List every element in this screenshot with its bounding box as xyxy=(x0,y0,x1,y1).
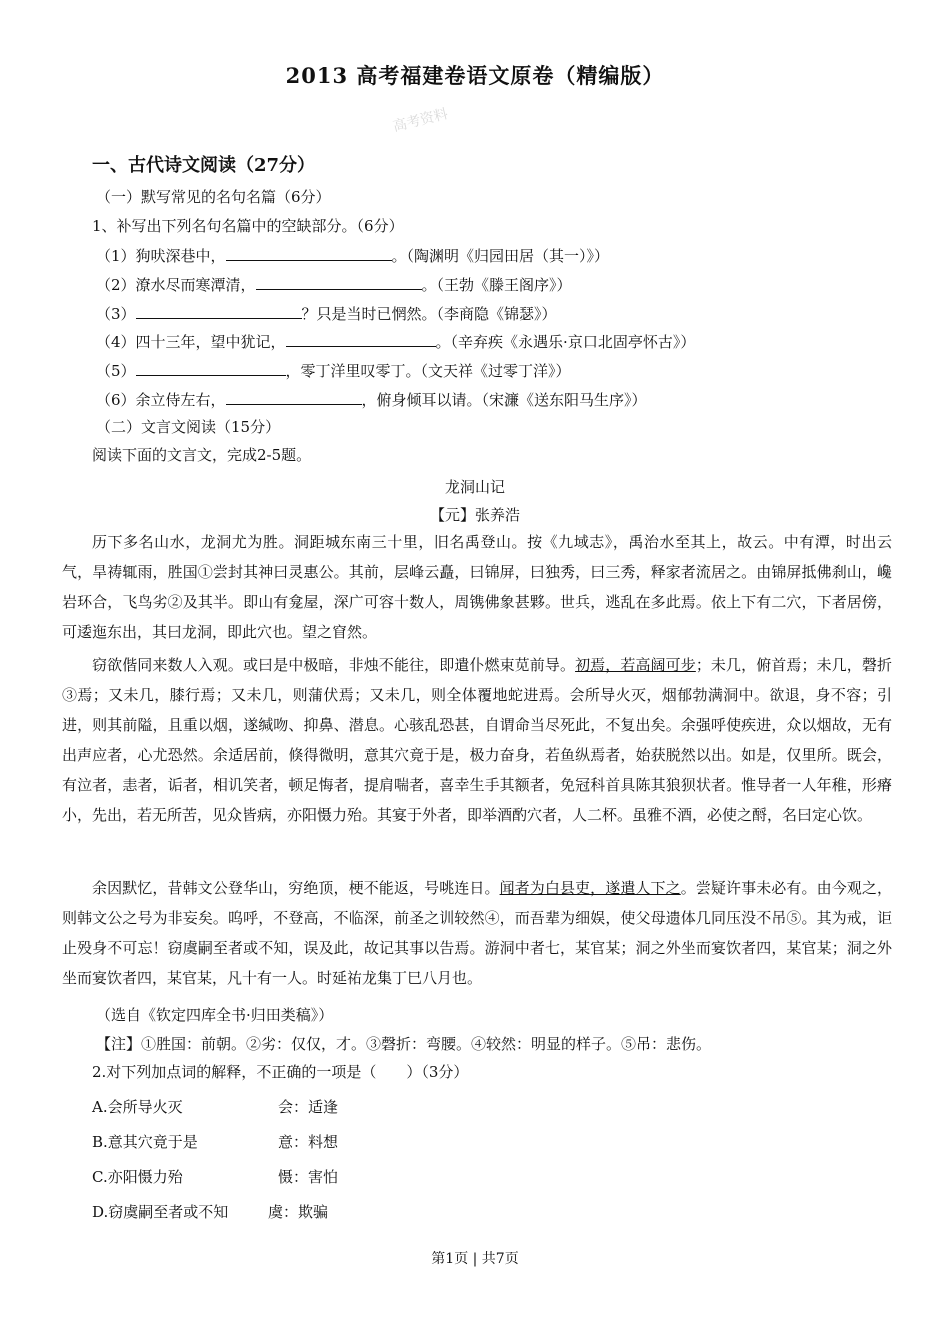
source-citation: （选自《钦定四库全书·归田类稿》） xyxy=(96,1006,334,1024)
fill-item-2: （2）潦水尽而寒潭清， 。（王勃《滕王阁序》） xyxy=(96,276,572,294)
answer-blank[interactable] xyxy=(286,331,436,347)
fill-item-5: （5） ，零丁洋里叹零丁。（文天祥《过零丁洋》） xyxy=(96,362,571,380)
page-title: 2013 高考福建卷语文原卷（精编版） xyxy=(285,63,665,88)
option-a: A.会所导火灭 会：适逢 xyxy=(92,1098,339,1116)
answer-blank[interactable] xyxy=(256,274,422,290)
article-paragraph-2: 窃欲偕同来数人入观。或曰是中极暗，非烛不能往，即遣仆燃束苋前导。初焉，若高阔可步；未几，俯首焉；未几，磬折③焉；又未几，膝行焉；又未几，则蒲伏焉；又未几，则全体覆地蛇进焉。会所导火灭，烟郁勃满洞中。欲退，身不容；引进，则其前隘，且重以烟，遂缄吻、抑鼻、潜息。心骇乱恐甚，自谓命当尽死此，不复出矣。余强呼使疾进，众以烟故，无有出声应者，心尤恐然。余适居前，倏得微明，意其穴竟于是，极力奋身，若鱼纵焉者，始获脱然以出。如是，仅里所。既会，有泣者，恚者，诟者，相讥笑者，顿足悔者，提肩喘者，喜幸生手其额者，免冠科首具陈其狼狈状者。惟导者一人年稚，形瘠小，先出，若无所苦，见众皆病，亦阳慑力殆。其宴于外者，即举酒酌穴者，人二杯。虽雅不酒，必使之酹，名曰定心饮。 xyxy=(62,656,892,824)
article-paragraph-3: 余因默忆，昔韩文公登华山，穷绝顶，梗不能返，号咷连日。闻者为白县吏，遂遣人下之。尝疑许事未必有。由今观之，则韩文公之号为非妄矣。呜呼，不登高，不临深，前圣之训较然④，而吾辈为细娱，使父母遗体几同压没不吊⑤。其为戒，讵止殁身不可忘！窃虞嗣至者或不知，误及此，故记其事以告焉。游洞中者七，某官某；洞之外坐而宴饮者四，某官某；洞之外坐而宴饮者四，某官某，凡十有一人。时延祐龙集丁巳八月也。 xyxy=(62,879,892,987)
article-title: 龙洞山记 xyxy=(444,478,505,496)
page-footer: 第1页 | 共7页 xyxy=(431,1251,519,1267)
underlined-sentence: 闻者为白县吏，遂遣人下之 xyxy=(499,879,681,897)
fill-item-6: （6）余立侍左右， ，俯身倾耳以请。（宋濂《送东阳马生序》） xyxy=(96,391,647,409)
watermark: 高考资料 xyxy=(391,106,450,136)
option-c: C.亦阳慑力殆 慑：害怕 xyxy=(92,1168,339,1186)
subsection-heading: （一）默写常见的名句名篇（6分） xyxy=(96,188,331,206)
section-heading: 一、古代诗文阅读（27分） xyxy=(92,155,316,176)
question-1: 1、补写出下列名句名篇中的空缺部分。（6分） xyxy=(92,217,404,235)
fill-item-3: （3） ？只是当时已惘然。（李商隐《锦瑟》） xyxy=(96,305,557,323)
annotation-note: 【注】①胜国：前朝。②劣：仅仅，才。③磬折：弯腰。④较然：明显的样子。⑤吊：悲伤。 xyxy=(96,1035,712,1053)
answer-blank[interactable] xyxy=(136,360,286,376)
underlined-sentence: 初焉，若高阔可步 xyxy=(575,656,696,674)
article-paragraph-1: 历下多名山水，龙洞尤为胜。洞距城东南三十里，旧名禹登山。按《九域志》，禹治水至其上，故云。中有潭，时出云气，旱祷辄雨，胜国①尝封其神曰灵惠公。其前，层峰云矗，曰锦屏，曰独秀，曰三秀，释家者流居之。由锦屏抵佛刹山，巉岩环合，飞鸟劣②及其半。即山有龛屋，深广可容十数人，周镌佛象甚夥。世兵，逃乱在多此焉。依上下有二穴，下者居傍，可逶迤东出，其曰龙洞，即此穴也。望之窅然。 xyxy=(62,533,892,641)
article-author: 【元】张养浩 xyxy=(429,506,520,524)
subsection-heading: （二）文言文阅读（15分） xyxy=(96,418,281,436)
question-2: 2.对下列加点词的解释，不正确的一项是（ ）（3分） xyxy=(92,1063,469,1081)
option-b: B.意其穴竟于是 意：料想 xyxy=(92,1133,339,1151)
answer-blank[interactable] xyxy=(226,389,362,405)
answer-blank[interactable] xyxy=(136,303,302,319)
fill-item-1: （1）狗吠深巷中， 。（陶渊明《归园田居（其一）》） xyxy=(96,247,610,265)
option-d: D.窃虞嗣至者或不知 虞：欺骗 xyxy=(92,1203,329,1221)
answer-blank[interactable] xyxy=(226,245,392,261)
instruction: 阅读下面的文言文，完成2-5题。 xyxy=(92,446,312,464)
fill-item-4: （4）四十三年，望中犹记， 。（辛弃疾《永遇乐·京口北固亭怀古》） xyxy=(96,333,696,351)
